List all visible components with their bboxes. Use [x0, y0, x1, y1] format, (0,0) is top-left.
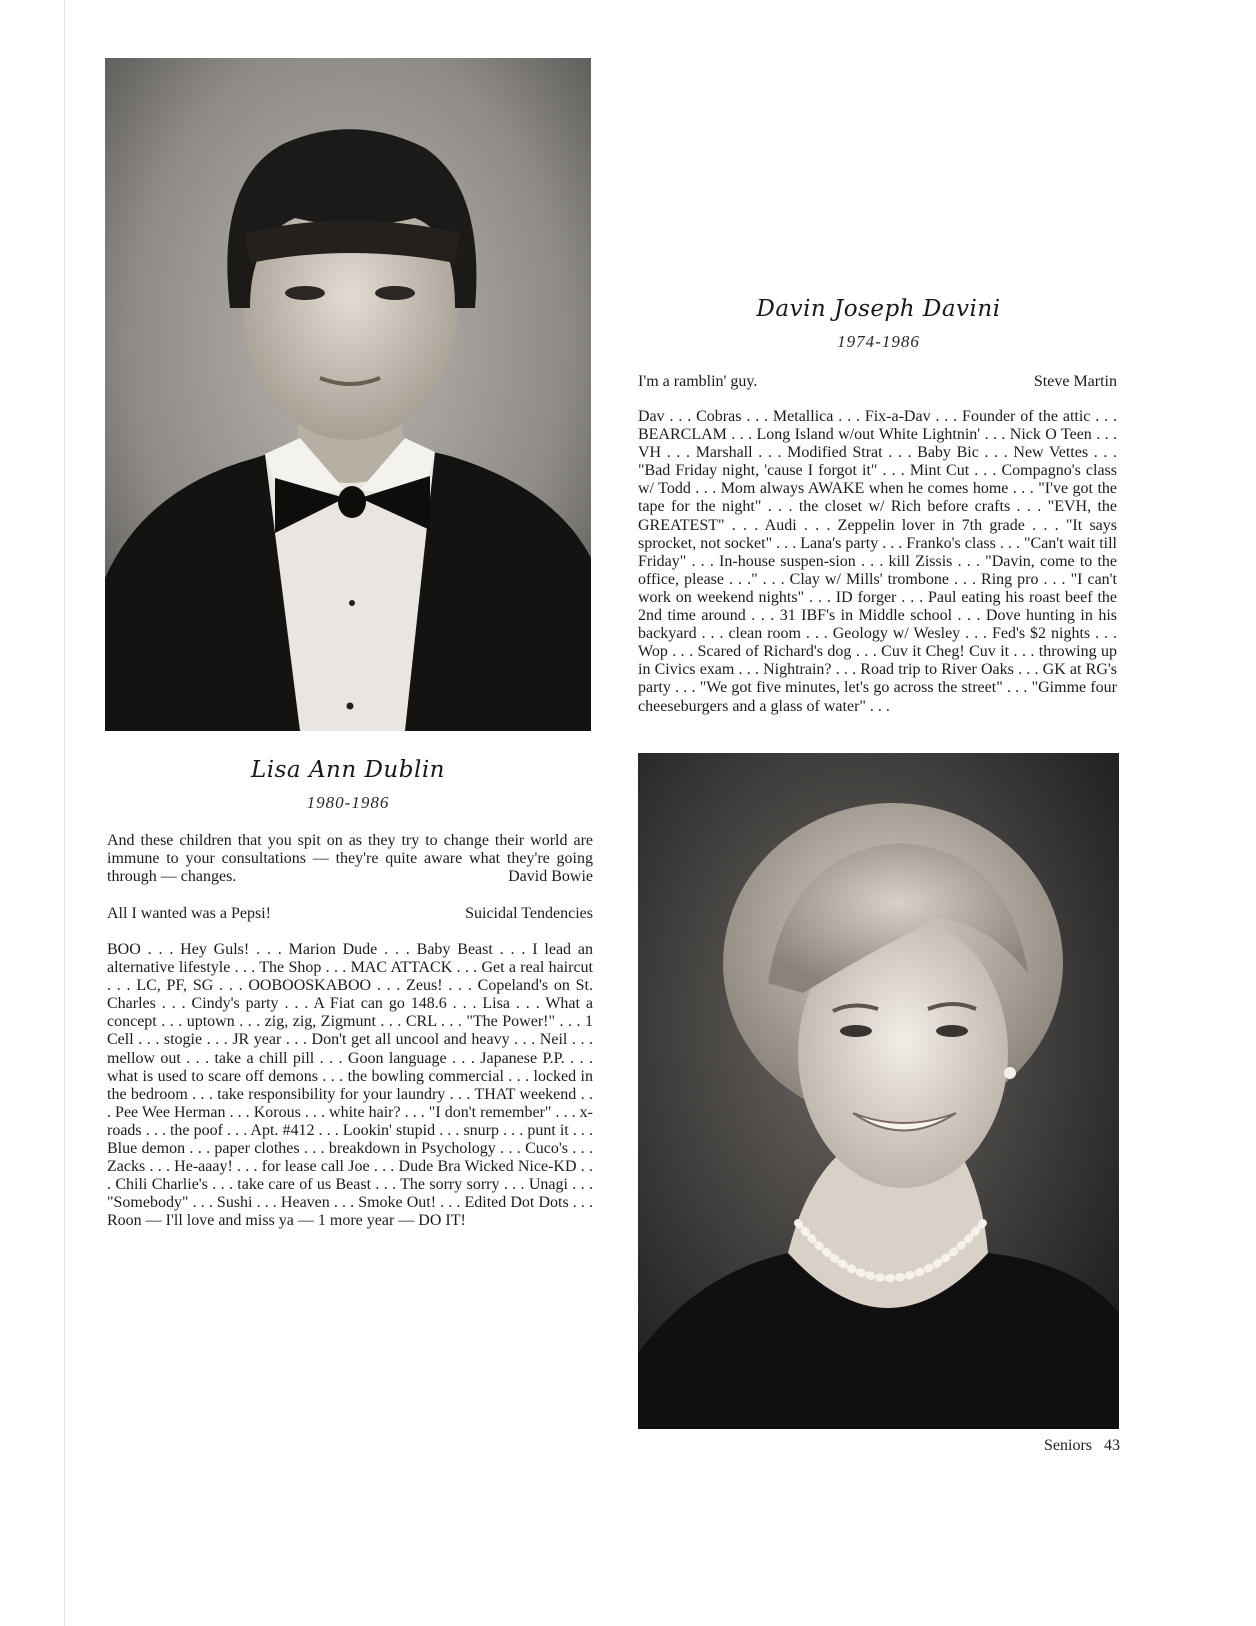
senior-years-lisa: 1980-1986: [306, 793, 390, 812]
senior-memories-lisa: BOO . . . Hey Guls! . . . Marion Dude . . . Baby Beast . . . I lead an alternative lifestyle . . . The Shop . . . MAC ATTACK . . . Get a real haircut . . . LC, PF, SG . . . OOBOOSKABOO . . . Zeus! . . . Copeland's on St. Charles . . . Cindy's party . . . A Fiat can go 148.6 . . . Lisa . . . What a concept . . . uptown . . . zig, zig, Zigmunt . . . CRL . . . "The Power!" . . . 1 Cell . . . stogie . . . JR year . . . Don't get all uncool and heavy . . . Neil . . . mellow out . . . take a chill pill . . . Goon language . . . Japanese P.P. . . . what is used to scare off demons . . . the bowling commercial . . . locked in the bedroom . . . take responsibility for your laundry . . . THAT weekend . . . Pee Wee Herman . . . Korous . . . white hair? . . . "I don't remember" . . . x-roads . . . the poof . . . Apt. #412 . . . Lookin' stupid . . . snurp . . . punt it . . . Blue demon . . . paper clothes . . . breakdown in Psychology . . . Cuco's . . . Zacks . . . He-aaay! . . . for lease call Joe . . . Dude Bra Wicked Nice-KD . . . Chili Charlie's . . . take care of us Beast . . . The sorry sorry . . . Unagi . . . "Somebody" . . . Sushi . . . Heaven . . . Smoke Out! . . . Edited Dot Dots . . . Roon — I'll love and miss ya — 1 more year — DO IT!: [107, 941, 593, 1230]
quote-lisa-2: All I wanted was a Pepsi!: [107, 905, 271, 922]
quote-author-lisa-1: David Bowie: [508, 868, 593, 886]
quote-author-davin: Steve Martin: [1033, 373, 1117, 390]
quote-row-davin: [638, 373, 1117, 391]
footer-section: Seniors: [1044, 1437, 1092, 1454]
page-footer: [1044, 1437, 1120, 1455]
senior-memories-davin: Dav . . . Cobras . . . Metallica . . . Fix-a-Dav . . . Founder of the attic . . . BEARCLAM . . . Long Island w/out White Lightnin' . . . Nick O Teen . . . VH . . . Marshall . . . Modified Strat . . . Baby Bic . . . New Vettes . . . "Bad Friday night, 'cause I forgot it" . . . Mint Cut . . . Compagno's class w/ Todd . . . Mom always AWAKE when he comes home . . . "I've got the tape for the night" . . . the closet w/ Rich before crafts . . . "EVH, the GREATEST" . . . Audi . . . Zeppelin lover in 7th grade . . . "It says sprocket, not socket" . . . Lana's party . . . Franko's class . . . "Can't wait till Friday" . . . In-house suspen-sion . . . kill Zissis . . . "Davin, come to the office, please . . ." . . . Clay w/ Mills' trombone . . . Ring pro . . . "I can't work on weekend nights" . . . ID forger . . . Paul eating his roast beef the 2nd time around . . . 31 IBF's in Middle school . . . Dove hunting in his backyard . . . clean room . . . Geology w/ Wesley . . . Fed's $2 nights . . . Wop . . . Scared of Richard's dog . . . Cuv it Cheg! Cuv it . . . throwing up in Civics exam . . . Nightrain? . . . Road trip to River Oaks . . . GK at RG's party . . . "We got five minutes, let's go across the street" . . . "Gimme four cheeseburgers and a glass of water" . . .: [638, 408, 1117, 715]
page-number: 43: [1104, 1437, 1120, 1454]
quote-davin: I'm a ramblin' guy.: [638, 373, 758, 390]
quote-block-lisa: [107, 832, 593, 887]
senior-name-lisa: Lisa Ann Dublin: [250, 757, 445, 783]
portrait-davin-photo: [105, 58, 591, 731]
quote-lisa-1: And these children that you spit on as they try to change their world are immune to your consultations — they're quite aware what they're going through — changes.: [107, 832, 593, 886]
portrait-lisa-photo: [638, 753, 1119, 1429]
portrait-davin-image: [105, 58, 591, 731]
portrait-lisa-image: [638, 753, 1119, 1429]
quote-row-lisa-2: [107, 905, 593, 923]
quote-author-lisa-2: Suicidal Tendencies: [465, 905, 593, 922]
page-binding-edge: [64, 0, 65, 1626]
senior-name-davin: Davin Joseph Davini: [756, 296, 1001, 322]
senior-years-davin: 1974-1986: [837, 332, 920, 351]
